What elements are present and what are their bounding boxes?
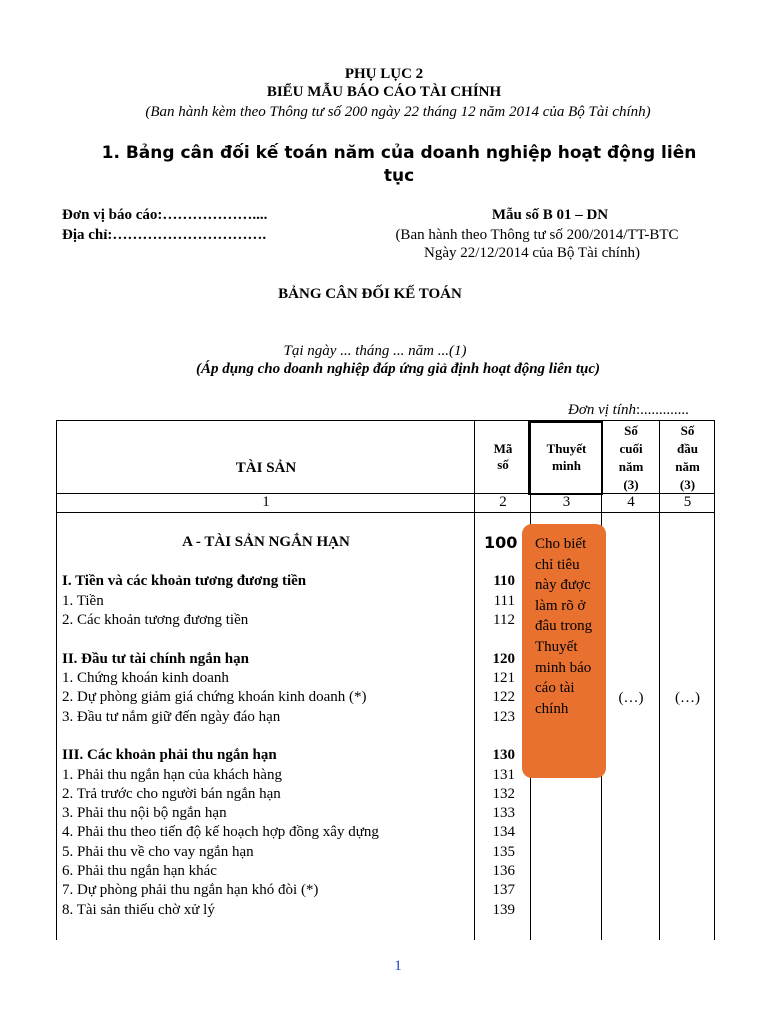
table-row-label: 6. Phải thu ngắn hạn khác — [62, 863, 217, 879]
column-number-3: 3 — [562, 494, 571, 510]
sheet-title: BẢNG CÂN ĐỐI KẾ TOÁN — [278, 286, 462, 302]
header-notes-line2: minh — [552, 458, 581, 473]
section-heading: 1. Bảng cân đối kế toán năm của doanh nghiệp hoạt động liên tục — [101, 143, 697, 186]
unit-of-measure — [568, 402, 689, 419]
table-row-label: 1. Chứng khoán kinh doanh — [62, 670, 229, 686]
table-row-label: II. Đầu tư tài chính ngắn hạn — [62, 651, 249, 667]
table-row-code: 120 — [492, 651, 515, 667]
explanation-callout: Cho biết chỉ tiêu này được làm rõ ở đâu trong Thuyết minh báo cáo tài chính — [522, 524, 606, 778]
table-row-code: 135 — [492, 844, 515, 860]
table-row-code: 132 — [492, 786, 515, 802]
header-begin-year-line2: đầu — [677, 441, 698, 456]
header-begin-year-line4: (3) — [679, 477, 696, 492]
column-number-1: 1 — [262, 494, 270, 510]
reporting-unit: Đơn vị báo cáo:……………….... — [62, 207, 268, 223]
date-line: Tại ngày ... tháng ... năm ...(1) — [283, 343, 467, 359]
table-row-label: III. Các khoản phải thu ngắn hạn — [62, 747, 277, 763]
header-code-line1: Mã — [493, 441, 513, 456]
header-end-year-line4: (3) — [623, 477, 639, 492]
section-a-code: 100 — [484, 533, 518, 552]
unit-value: :............. — [636, 402, 689, 418]
table-row-label: 2. Các khoản tương đương tiền — [62, 612, 249, 628]
page-number: 1 — [394, 958, 402, 974]
table-row-label: 1. Tiền — [62, 593, 104, 609]
table-row-label: 1. Phải thu ngắn hạn của khách hàng — [62, 767, 282, 783]
address-line: Địa chỉ:…………………………. — [62, 227, 267, 243]
table-row-code: 121 — [492, 670, 515, 686]
end-year-placeholder: (…) — [618, 690, 644, 706]
header-code-line2: số — [497, 457, 509, 472]
table-row-code: 112 — [493, 612, 515, 628]
header-end-year-line1: Số — [624, 423, 638, 438]
table-row-code: 137 — [492, 882, 515, 898]
header-begin-year-line1: Số — [680, 423, 695, 438]
table-row-code: 136 — [492, 863, 515, 879]
table-row-label: 8. Tài sản thiếu chờ xử lý — [62, 902, 215, 918]
table-row-code: 111 — [493, 593, 515, 609]
table-row-code: 130 — [492, 747, 515, 763]
apply-line: (Áp dụng cho doanh nghiệp đáp ứng giả định hoạt động liên tục) — [195, 361, 601, 377]
appendix-title: PHỤ LỤC 2 — [344, 66, 424, 82]
table-row-label: 3. Phải thu nội bộ ngắn hạn — [62, 805, 227, 821]
table-row-code: 110 — [493, 573, 515, 589]
header-assets: TÀI SẢN — [235, 460, 297, 476]
table-row-label: 2. Trả trước cho người bán ngắn hạn — [62, 786, 281, 802]
begin-year-placeholder: (…) — [675, 690, 700, 706]
table-row-code: 134 — [492, 824, 515, 840]
column-number-5: 5 — [683, 494, 692, 510]
form-issued-line2: Ngày 22/12/2014 của Bộ Tài chính) — [424, 245, 640, 261]
table-row-code: 133 — [492, 805, 515, 821]
section-a-label: A - TÀI SẢN NGẮN HẠN — [182, 534, 350, 550]
form-title: BIỂU MẪU BÁO CÁO TÀI CHÍNH — [266, 84, 502, 100]
column-number-4: 4 — [627, 494, 635, 510]
table-row-code: 123 — [492, 709, 515, 725]
table-row-label: 3. Đầu tư nắm giữ đến ngày đáo hạn — [62, 709, 281, 725]
table-row-label: I. Tiền và các khoản tương đương tiền — [62, 573, 307, 589]
table-row-code: 131 — [492, 767, 515, 783]
table-row-label: 7. Dự phòng phải thu ngắn hạn khó đòi (*) — [62, 882, 319, 898]
issued-note: (Ban hành kèm theo Thông tư số 200 ngày 22 tháng 12 năm 2014 của Bộ Tài chính) — [145, 104, 651, 120]
header-end-year-line3: năm — [618, 459, 644, 474]
table-row-label: 2. Dự phòng giảm giá chứng khoán kinh doanh (*) — [62, 689, 367, 705]
header-begin-year-line3: năm — [675, 459, 700, 474]
form-number: Mẫu số B 01 – DN — [491, 207, 609, 223]
form-issued-line1: (Ban hành theo Thông tư số 200/2014/TT-BTC — [395, 227, 679, 243]
header-end-year-line2: cuối — [619, 441, 643, 456]
table-row-code: 122 — [492, 689, 515, 705]
table-row-label: 4. Phải thu theo tiến độ kế hoạch hợp đồng xây dựng — [62, 824, 379, 840]
table-row-label: 5. Phải thu về cho vay ngắn hạn — [62, 844, 254, 860]
column-number-2: 2 — [499, 494, 507, 510]
unit-label: Đơn vị tính — [568, 402, 636, 418]
table-row-code: 139 — [492, 902, 515, 918]
header-notes-line1: Thuyết — [546, 441, 587, 456]
